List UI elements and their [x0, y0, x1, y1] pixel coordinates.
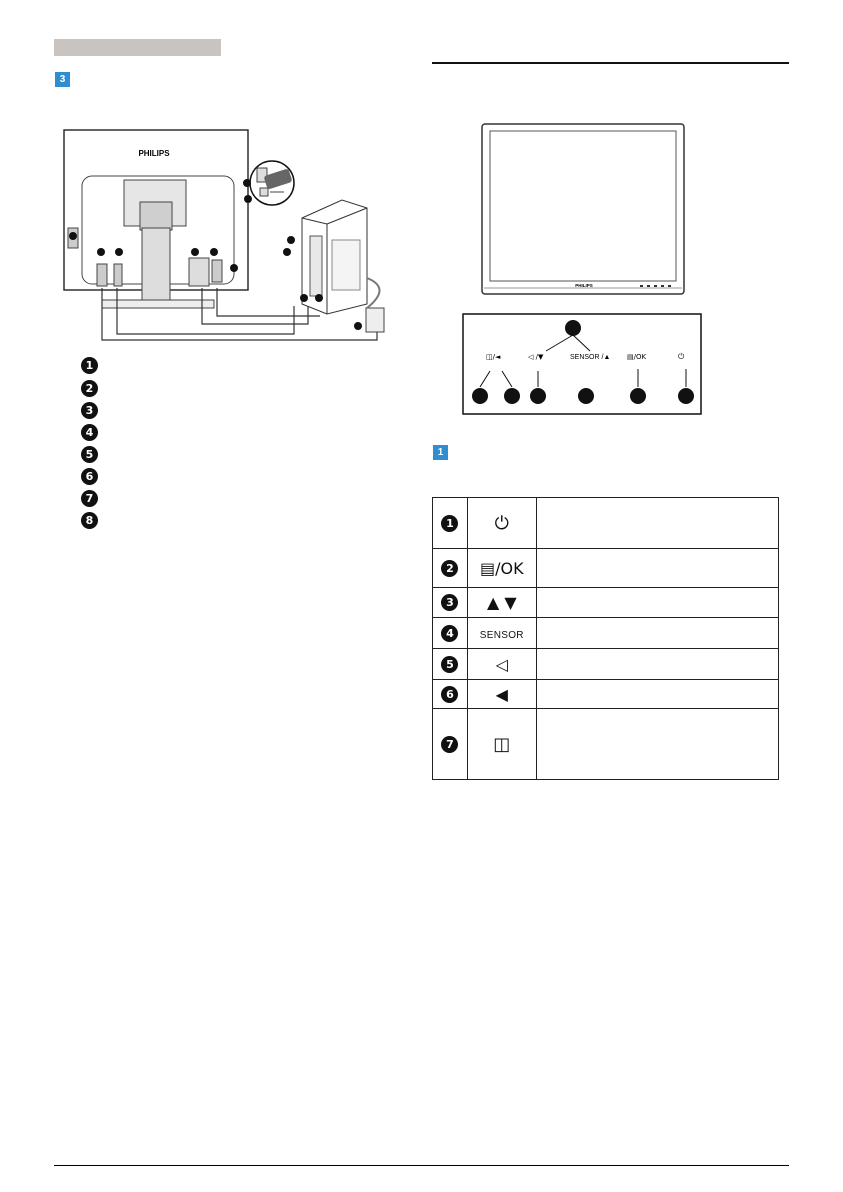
table-row [433, 588, 779, 618]
row-number: 4 [441, 625, 458, 642]
front-monitor-diagram [480, 122, 688, 298]
row-number: 2 [441, 560, 458, 577]
row-description [536, 618, 778, 649]
legend-number-3: 3 [81, 402, 98, 419]
legend-number-6: 6 [81, 468, 98, 485]
row-number: 1 [441, 515, 458, 532]
front-panel-buttons-diagram [462, 313, 702, 415]
panel-label-power: ⏻ [678, 352, 685, 361]
panel-label-volume: ◁ /▼ [528, 353, 544, 361]
row-description [536, 588, 778, 618]
row-number: 5 [441, 656, 458, 673]
speaker-icon: ◁ [495, 654, 508, 674]
step-badge: 3 [55, 72, 70, 87]
footer-rule [54, 1165, 789, 1166]
row-number: 6 [441, 686, 458, 703]
section-badge: 1 [433, 445, 448, 460]
row-description [536, 649, 778, 680]
table-row [433, 649, 779, 680]
table-row [433, 498, 779, 549]
row-number: 7 [441, 736, 458, 753]
legend-number-4: 4 [81, 424, 98, 441]
back-arrow-icon: ◀ [495, 684, 508, 704]
legend-number-5: 5 [81, 446, 98, 463]
table-row [433, 618, 779, 649]
smartimage-icon: ◫ [493, 733, 511, 755]
rear-brand-label: PHILIPS [138, 149, 170, 158]
sensor-icon: SENSOR [479, 630, 524, 641]
table-row [433, 549, 779, 588]
legend-number-8: 8 [81, 512, 98, 529]
button-function-table [432, 497, 779, 780]
rear-connection-diagram [62, 128, 412, 343]
table-row [433, 709, 779, 780]
row-description [536, 709, 778, 780]
panel-label-sensor: SENSOR /▲ [570, 354, 611, 361]
panel-label-smartimage: ◫/◄ [486, 353, 501, 361]
menu-ok-icon: ▤/OK [479, 558, 524, 578]
row-description [536, 549, 778, 588]
section-rule [432, 62, 789, 64]
power-icon: ⏻ [494, 512, 509, 534]
row-number: 3 [441, 594, 458, 611]
up-down-arrows-icon: ▲ ▼ [486, 593, 517, 612]
legend-number-2: 2 [81, 380, 98, 397]
legend-number-7: 7 [81, 490, 98, 507]
section-header-bar [54, 39, 221, 56]
row-description [536, 498, 778, 549]
front-brand-label: PHILIPS [575, 283, 593, 288]
row-description [536, 680, 778, 709]
legend-number-1: 1 [81, 357, 98, 374]
panel-label-menu-ok: ▤/OK [627, 353, 647, 361]
table-row [433, 680, 779, 709]
